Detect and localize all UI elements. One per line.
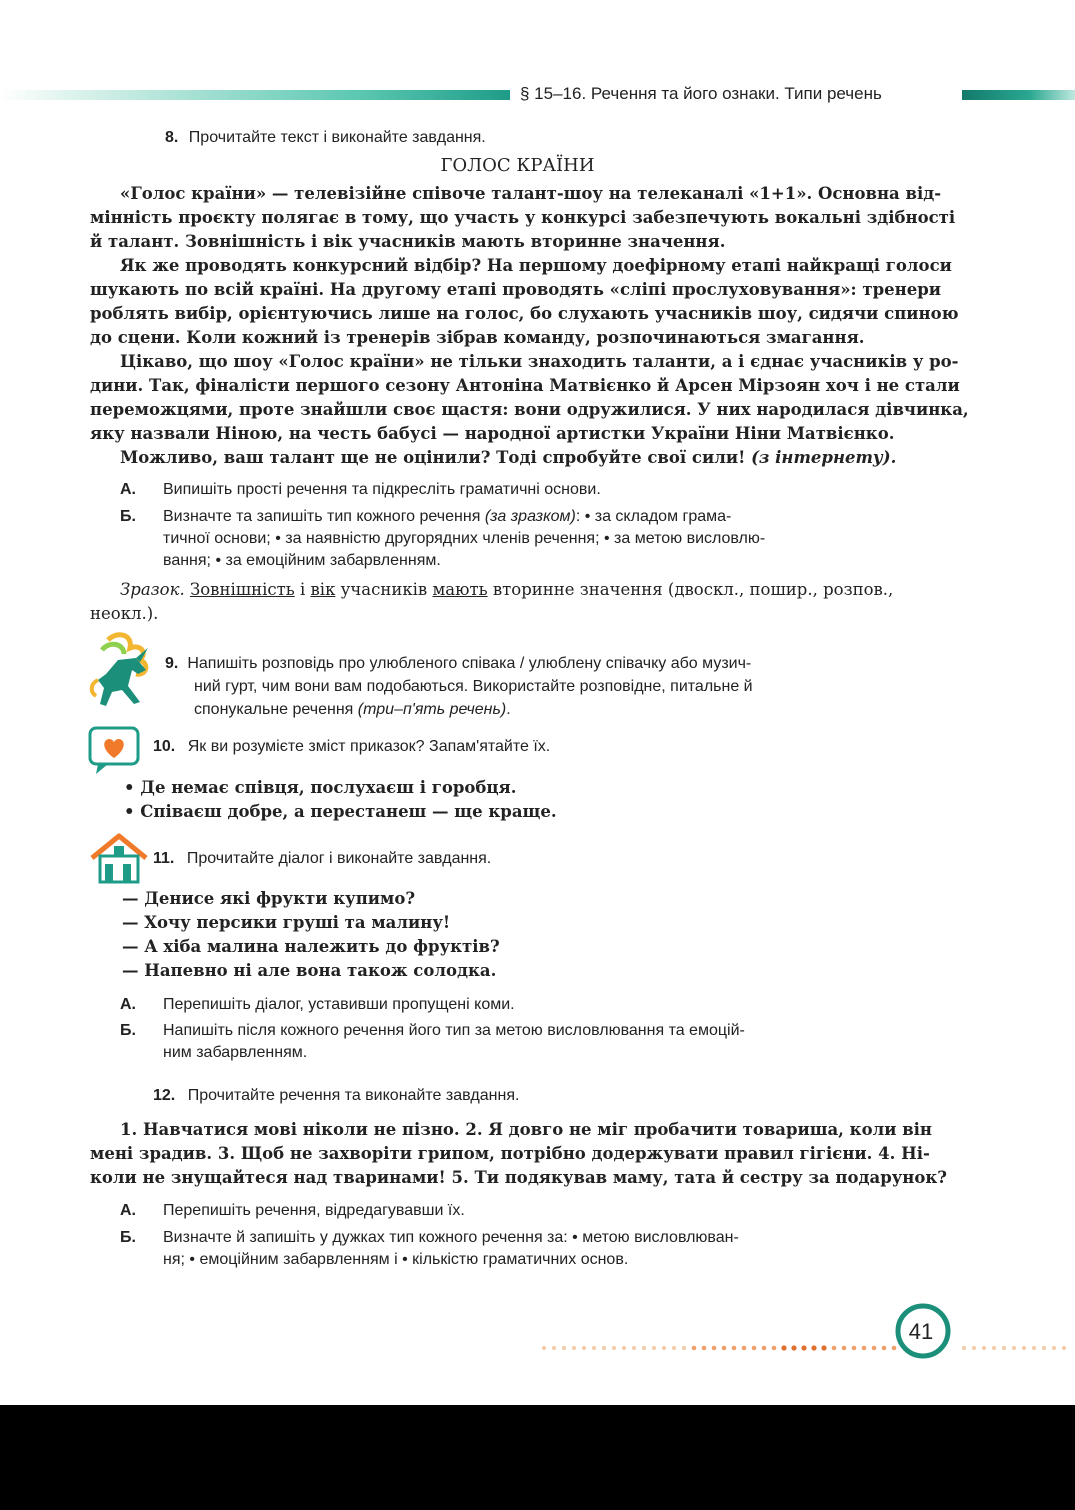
subtask-text: Перепишіть речення, відредагувавши їх. xyxy=(163,1202,465,1219)
subtask-letter: Б. xyxy=(120,508,136,525)
page-number-badge xyxy=(895,1303,951,1359)
subtask-text-line: вання; • за емоційним забарвленням. xyxy=(163,552,441,569)
sample-subject: Зовнішність xyxy=(189,580,295,599)
text-line: до сцени. Коли кожний із тренерів зібрав команду, розпочинаються змагання. xyxy=(90,328,865,347)
text-line: коли не знущайтеся над тваринами! 5. Ти подякував маму, тата й сестру за подарунок? xyxy=(90,1168,947,1187)
sample-subject: вік xyxy=(310,580,336,599)
task-9 xyxy=(165,652,753,721)
sample-predicate: мають xyxy=(432,580,488,599)
task-8-heading xyxy=(165,129,486,147)
text-line: мінність проєкту полягає в тому, що участь у конкурсі забезпечують вокальні здібності xyxy=(90,208,956,227)
sample-label: Зразок. xyxy=(120,580,185,599)
task-number: 9. xyxy=(165,655,179,672)
text-line: «Голос країни» — телевізійне співоче талант-шоу на телеканалі «1+1». Основна від- xyxy=(120,184,942,203)
text-line: Можливо, ваш талант ще не оцінили? Тоді спробуйте свої сили! xyxy=(120,448,746,467)
subtask-letter: Б. xyxy=(120,1229,136,1246)
subtask-text-line: ня; • емоційним забарвленням і • кількістю граматичних основ. xyxy=(163,1251,629,1268)
text-line: переможцями, проте знайшли своє щастя: вони одружилися. У них народилася дівчинка, xyxy=(90,400,969,419)
text-line: шукають по всій країні. На другому етапі проводять «сліпі прослуховування»: тренери xyxy=(90,280,941,299)
subtask-text-italic: (за зразком) xyxy=(484,508,576,525)
task-11-heading xyxy=(153,850,491,868)
task-text-part: спонукальне речення xyxy=(194,701,354,718)
dialog-line: — А хіба малина належить до фруктів? xyxy=(122,937,500,956)
task-instruction: Як ви розумієте зміст приказок? Запам'ятайте їх. xyxy=(187,738,551,755)
task-instruction: Прочитайте діалог і виконайте завдання. xyxy=(186,850,492,867)
heart-chat-icon xyxy=(88,726,140,776)
text-paragraph-4 xyxy=(90,446,950,470)
subtask-text xyxy=(163,506,883,572)
proverbs-list xyxy=(124,776,557,824)
proverb: • Співаєш добре, а перестанеш — ще краще. xyxy=(124,802,557,821)
subtask-letter: Б. xyxy=(120,1022,136,1039)
house-icon xyxy=(88,832,150,886)
dialog-line: — Напевно ні але вона також солодка. xyxy=(122,961,497,980)
subtask-letter: А. xyxy=(120,481,136,498)
header-decor-line-left xyxy=(0,90,510,100)
subtask-text xyxy=(163,1227,739,1271)
text-line: Як же проводять конкурсний відбір? На першому доефірному етапі найкращі голоси xyxy=(120,256,952,275)
subtask-text-line: Напишіть після кожного речення його тип за метою висловлювання та емоцій- xyxy=(163,1022,745,1039)
sample-text: учасників xyxy=(335,580,433,599)
subtask-text xyxy=(163,1020,745,1064)
text-line: Цікаво, що шоу «Голос країни» не тільки знаходить таланти, а і єднає учасників у ро- xyxy=(120,352,959,371)
task-12-text xyxy=(90,1118,950,1190)
subtask-text-line: ним забарвленням. xyxy=(163,1044,308,1061)
unicorn-icon xyxy=(88,630,160,710)
text-paragraph-1 xyxy=(90,182,956,254)
text-paragraph-3 xyxy=(90,350,969,446)
subtask-text: Перепишіть діалог, уставивши пропущені коми. xyxy=(163,996,515,1013)
task-12-heading xyxy=(153,1087,519,1105)
sample-text: неокл.). xyxy=(90,604,159,623)
dialog-line: — Хочу персики груші та малину! xyxy=(122,913,451,932)
task-10-heading xyxy=(153,738,550,756)
text-paragraph-2 xyxy=(90,254,959,350)
subtask-text-part: Визначте та запишіть тип кожного речення xyxy=(163,508,481,525)
task-number: 10. xyxy=(153,738,176,755)
task-text-line: ний гурт, чим вони вам подобаються. Використайте розповідне, питальне й xyxy=(194,678,753,695)
footer-dots-decor xyxy=(540,1344,1075,1352)
subtask-letter: А. xyxy=(120,996,136,1013)
sample-text: і xyxy=(294,580,311,599)
text-source: (з інтернету). xyxy=(751,448,897,467)
task-instruction: Прочитайте текст і виконайте завдання. xyxy=(188,129,486,146)
text-line: мені зрадив. 3. Щоб не захворіти грипом, потрібно додержувати правил гігієни. 4. Ні- xyxy=(90,1144,930,1163)
text-title: ГОЛОС КРАЇНИ xyxy=(440,155,595,176)
text-line: дини. Так, фіналісти першого сезону Антоніна Матвієнко й Арсен Мірзоян хоч і не стали xyxy=(90,376,960,395)
task-text-line: Напишіть розповідь про улюбленого співака / улюблену співачку або музич- xyxy=(187,655,752,672)
page-number: 41 xyxy=(908,1319,934,1344)
text-line: 1. Навчатися мові ніколи не пізно. 2. Я довго не міг пробачити товариша, коли він xyxy=(120,1120,933,1139)
dialog-line: — Денисе які фрукти купимо? xyxy=(122,889,416,908)
section-title: § 15–16. Речення та його ознаки. Типи речень xyxy=(520,84,882,103)
subtask-text-part: : • за складом грама- xyxy=(575,508,732,525)
subtask-text: Випишіть прості речення та підкресліть граматичні основи. xyxy=(163,481,601,498)
subtask-text-line: тичної основи; • за наявністю другорядних членів речення; • за метою висловлю- xyxy=(163,530,766,547)
sample-answer xyxy=(90,578,950,626)
header-decor-line-right xyxy=(962,90,1075,100)
black-bottom-area xyxy=(0,1405,1075,1510)
task-instruction: Прочитайте речення та виконайте завдання. xyxy=(187,1087,520,1104)
task-number: 12. xyxy=(153,1087,176,1104)
sample-text: вторинне значення (двоскл., пошир., розпов., xyxy=(487,580,894,599)
proverb: • Де немає співця, послухаєш і горобця. xyxy=(124,778,517,797)
task-text-part: . xyxy=(506,701,511,718)
subtask-text-line: Визначте й запишіть у дужках тип кожного речення за: • метою висловлюван- xyxy=(163,1229,739,1246)
text-line: яку назвали Ніною, на честь бабусі — народної артистки України Ніни Матвієнко. xyxy=(90,424,895,443)
task-number: 11. xyxy=(153,850,175,867)
task-number: 8. xyxy=(165,129,179,146)
dialog xyxy=(122,887,500,983)
task-text-italic: (три–п'ять речень) xyxy=(357,701,507,718)
subtask-letter: А. xyxy=(120,1202,136,1219)
text-line: роблять вибір, орієнтуючись лише на голос, бо слухають учасників шоу, сидячи спиною xyxy=(90,304,959,323)
text-line: й талант. Зовнішність і вік учасників мають вторинне значення. xyxy=(90,232,726,251)
